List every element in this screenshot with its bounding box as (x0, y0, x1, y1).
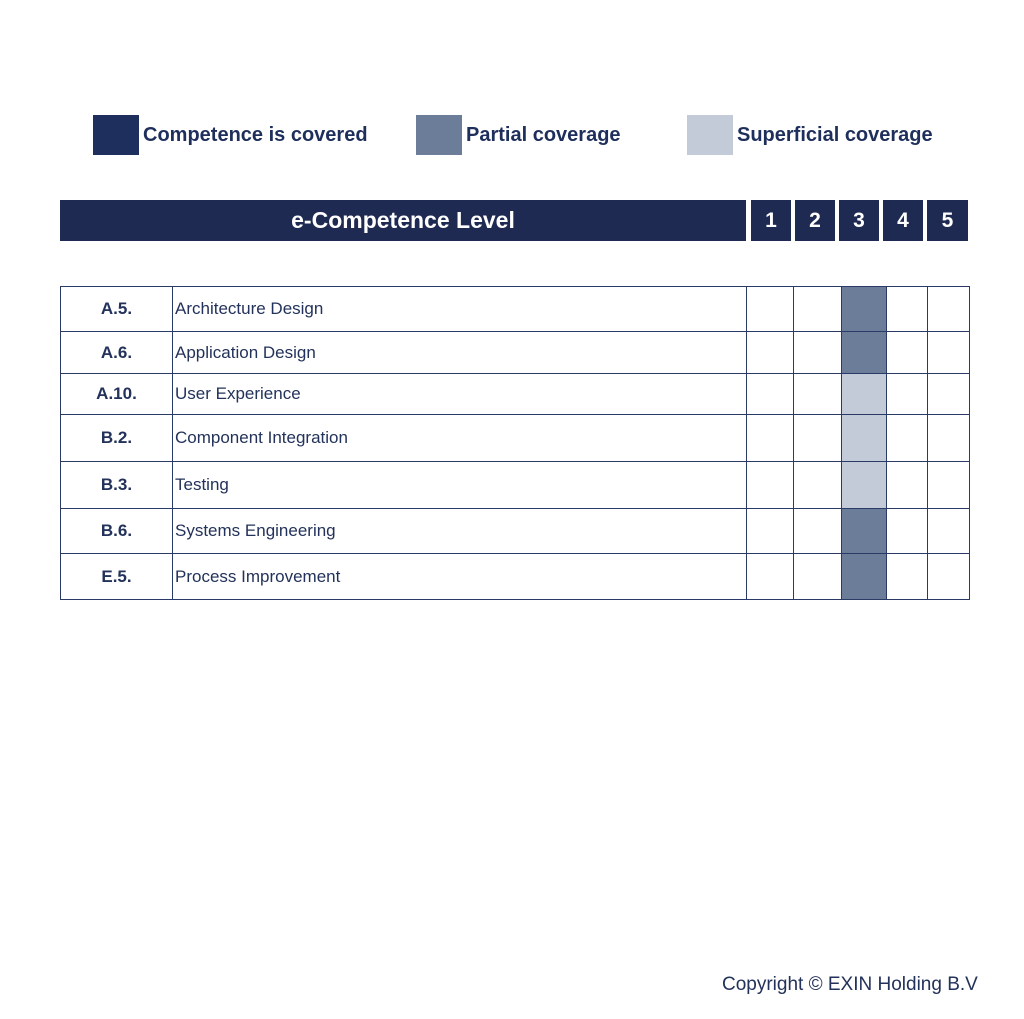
level-cell-5 (928, 554, 970, 600)
level-cell-2 (794, 509, 842, 554)
competence-name: Component Integration (173, 415, 747, 462)
level-cell-3 (842, 415, 887, 462)
competence-name: Testing (173, 462, 747, 509)
legend-swatch-superficial (687, 115, 733, 155)
level-cell-1 (747, 374, 794, 415)
competence-code: A.6. (61, 332, 173, 374)
legend-swatch-covered (93, 115, 139, 155)
level-cell-1 (747, 554, 794, 600)
level-cell-4 (887, 374, 928, 415)
table-row (61, 415, 970, 462)
level-cell-3 (842, 374, 887, 415)
legend-covered (93, 115, 368, 155)
table-row (61, 374, 970, 415)
level-cell-4 (887, 415, 928, 462)
table-row (61, 554, 970, 600)
level-cell-2 (794, 287, 842, 332)
competence-code: A.5. (61, 287, 173, 332)
level-cell-3 (842, 509, 887, 554)
competence-name: User Experience (173, 374, 747, 415)
level-cell-1 (747, 332, 794, 374)
legend-label-superficial: Superficial coverage (737, 123, 933, 146)
level-cell-3 (842, 287, 887, 332)
level-header-3: 3 (839, 200, 879, 241)
competence-code: B.3. (61, 462, 173, 509)
level-header-5: 5 (927, 200, 968, 241)
copyright-text: Copyright © EXIN Holding B.V (722, 974, 978, 995)
level-cell-4 (887, 332, 928, 374)
level-cell-5 (928, 462, 970, 509)
competence-level-header: e-Competence Level (60, 200, 746, 241)
level-cell-3 (842, 332, 887, 374)
level-cell-5 (928, 415, 970, 462)
table-row (61, 287, 970, 332)
level-cell-1 (747, 415, 794, 462)
competence-code: A.10. (61, 374, 173, 415)
competence-matrix (60, 286, 970, 600)
level-cell-1 (747, 287, 794, 332)
table-row (61, 509, 970, 554)
competence-code: B.6. (61, 509, 173, 554)
level-cell-2 (794, 332, 842, 374)
level-header-4: 4 (883, 200, 923, 241)
competence-name: Process Improvement (173, 554, 747, 600)
competence-code: B.2. (61, 415, 173, 462)
competence-code: E.5. (61, 554, 173, 600)
level-cell-1 (747, 462, 794, 509)
level-cell-2 (794, 462, 842, 509)
level-cell-4 (887, 287, 928, 332)
level-header-1: 1 (751, 200, 791, 241)
level-cell-5 (928, 287, 970, 332)
level-header-2: 2 (795, 200, 835, 241)
level-cell-1 (747, 509, 794, 554)
competence-name: Architecture Design (173, 287, 747, 332)
level-cell-5 (928, 509, 970, 554)
competence-name: Application Design (173, 332, 747, 374)
table-row (61, 332, 970, 374)
level-cell-4 (887, 462, 928, 509)
legend-partial (416, 115, 621, 155)
level-cell-3 (842, 462, 887, 509)
level-cell-5 (928, 374, 970, 415)
level-cell-5 (928, 332, 970, 374)
table-row (61, 462, 970, 509)
level-cell-2 (794, 415, 842, 462)
level-cell-4 (887, 509, 928, 554)
level-cell-3 (842, 554, 887, 600)
competence-name: Systems Engineering (173, 509, 747, 554)
legend-swatch-partial (416, 115, 462, 155)
level-cell-2 (794, 554, 842, 600)
legend-label-covered: Competence is covered (143, 123, 368, 146)
legend-label-partial: Partial coverage (466, 123, 621, 146)
level-cell-2 (794, 374, 842, 415)
level-cell-4 (887, 554, 928, 600)
legend-superficial (687, 115, 933, 155)
